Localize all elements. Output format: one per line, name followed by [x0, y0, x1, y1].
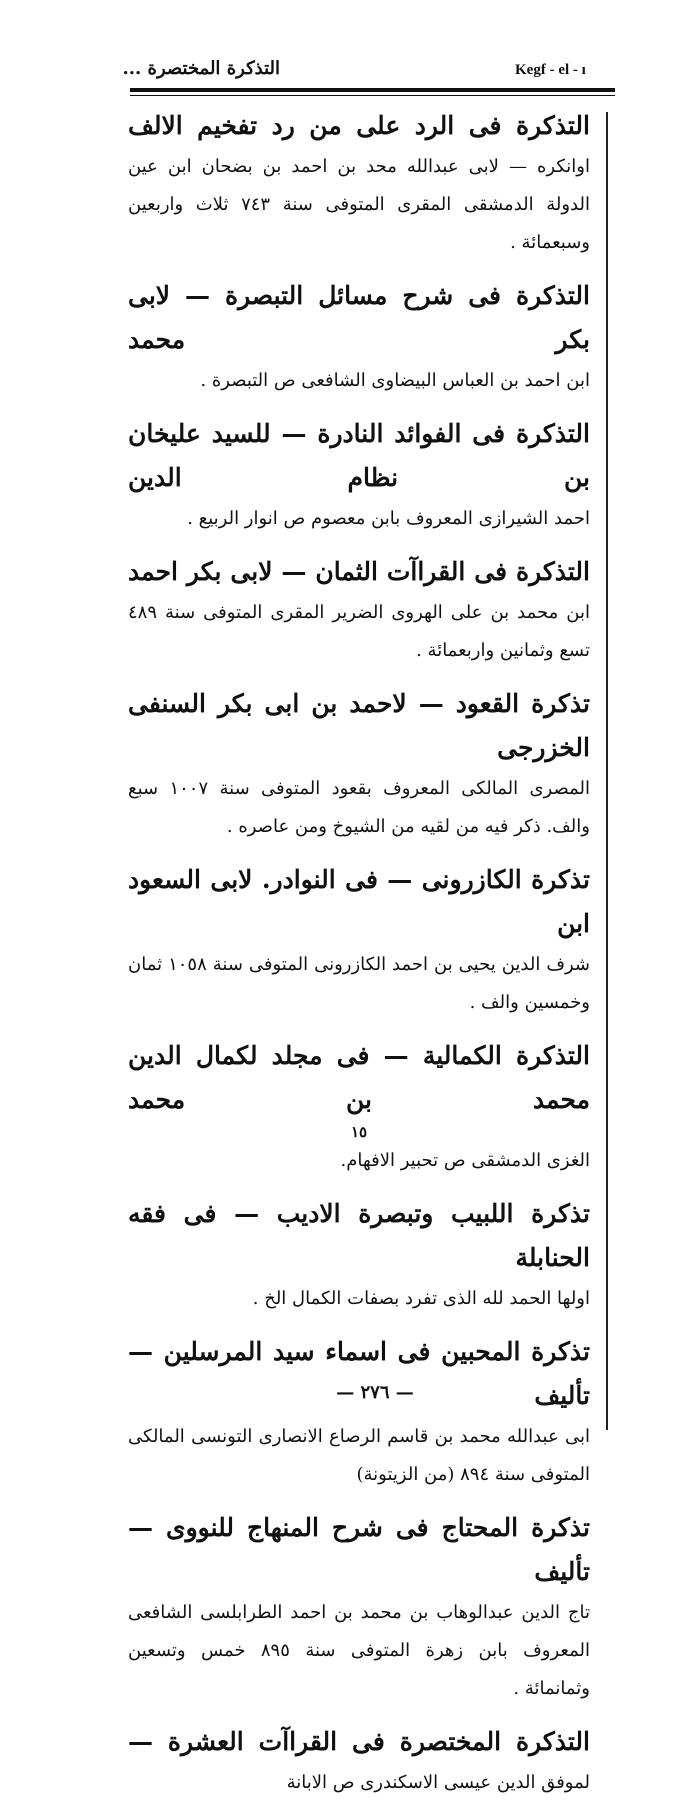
entry-title: التذكرة فى الرد على من رد تفخيم الالف — [128, 111, 590, 140]
entry-title: تذكرة اللبيب وتبصرة الاديب — فى فقه الحنابلة — [128, 1199, 590, 1272]
entry-text: شرف الدين يحيى بن احمد الكازرونى المتوفى سنة ١٠٥٨ ثمان وخمسين والف . — [128, 954, 590, 1013]
entry-title: التذكرة فى الفوائد النادرة — للسيد عليخان بن نظام الدين — [128, 419, 590, 492]
entry-text: ابن احمد بن العباس البيضاوى الشافعى ص التبصرة . — [200, 370, 590, 391]
entry-title: التذكرة الكمالية — فى مجلد لكمال الدين محمد بن محمد — [128, 1041, 590, 1114]
entries-list — [128, 104, 590, 1814]
entry-title: تذكرة الكازرونى — فى النوادر. لابى السعود ابن — [128, 865, 590, 938]
entry-title: تذكرة القعود — لاحمد بن ابى بكر السنفى الخزرجى — [128, 689, 590, 762]
entry — [128, 1506, 590, 1708]
entry-text: اولها الحمد لله الذى تفرد بصفات الكمال الخ . — [252, 1288, 590, 1309]
margin-rule — [606, 112, 608, 1430]
entry-text: الغزى الدمشقى ص تحبير الافهام. — [340, 1150, 590, 1171]
running-head-latin: Kegf - el - ı — [515, 62, 586, 78]
entry — [128, 412, 590, 538]
entry — [128, 550, 590, 670]
running-head-arabic: التذكرة المختصرة ... — [122, 58, 280, 79]
entry-text: ابى عبدالله محمد بن قاسم الرصاع الانصارى التونسى المالكى المتوفى سنة ٨٩٤ (من الزيتونة) — [128, 1426, 590, 1485]
entry — [128, 1720, 590, 1802]
entry-text: لموفق الدين عيسى الاسكندرى ص الابانة — [286, 1772, 590, 1793]
entry — [128, 1330, 590, 1494]
signature-mark: ١٥ — [350, 1123, 368, 1141]
entry-title: التذكرة فى القراآت الثمان — لابى بكر احمد — [128, 557, 590, 586]
entry-title: تذكرة المحبين فى اسماء سيد المرسلين — تأليف — [128, 1337, 590, 1410]
entry-title: التذكرة المختصرة فى القراآت العشرة — — [128, 1727, 590, 1756]
entry-title: التذكرة فى شرح مسائل التبصرة — لابى بكر محمد — [128, 281, 590, 354]
entry — [128, 682, 590, 846]
entry — [128, 274, 590, 400]
entry-title: تذكرة المحتاج فى شرح المنهاج للنووى — تأليف — [128, 1513, 590, 1586]
entry-text: المصرى المالكى المعروف بقعود المتوفى سنة ١٠٠٧ سبع والف. ذكر فيه من لقيه من الشيوخ ومن عاصره . — [128, 778, 590, 837]
entry — [128, 1034, 590, 1180]
entry — [128, 1192, 590, 1318]
entry — [128, 104, 590, 262]
header-rule-thick — [130, 88, 615, 92]
entry — [128, 858, 590, 1022]
entry-text: ابن محمد بن على الهروى الضرير المقرى المتوفى سنة ٤٨٩ تسع وثمانين واربعمائة . — [128, 602, 590, 661]
entry-text: تاج الدين عبدالوهاب بن محمد بن احمد الطرابلسى الشافعى المعروف بابن زهرة المتوفى سنة ٨٩٥ خمس وتسعين وثمانمائة . — [128, 1602, 590, 1699]
page-number: — ٢٧٦ — — [336, 1382, 414, 1403]
header-rule-thin — [130, 95, 615, 96]
entry-text: اوانكره — لابى عبدالله محد بن احمد بن بضحان ابن عين الدولة الدمشقى المقرى المتوفى سنة ٧٤٣ ثلاث واربعين وسبعمائة . — [128, 156, 590, 253]
entry-text: احمد الشيرازى المعروف بابن معصوم ص انوار الربيع . — [187, 508, 590, 529]
